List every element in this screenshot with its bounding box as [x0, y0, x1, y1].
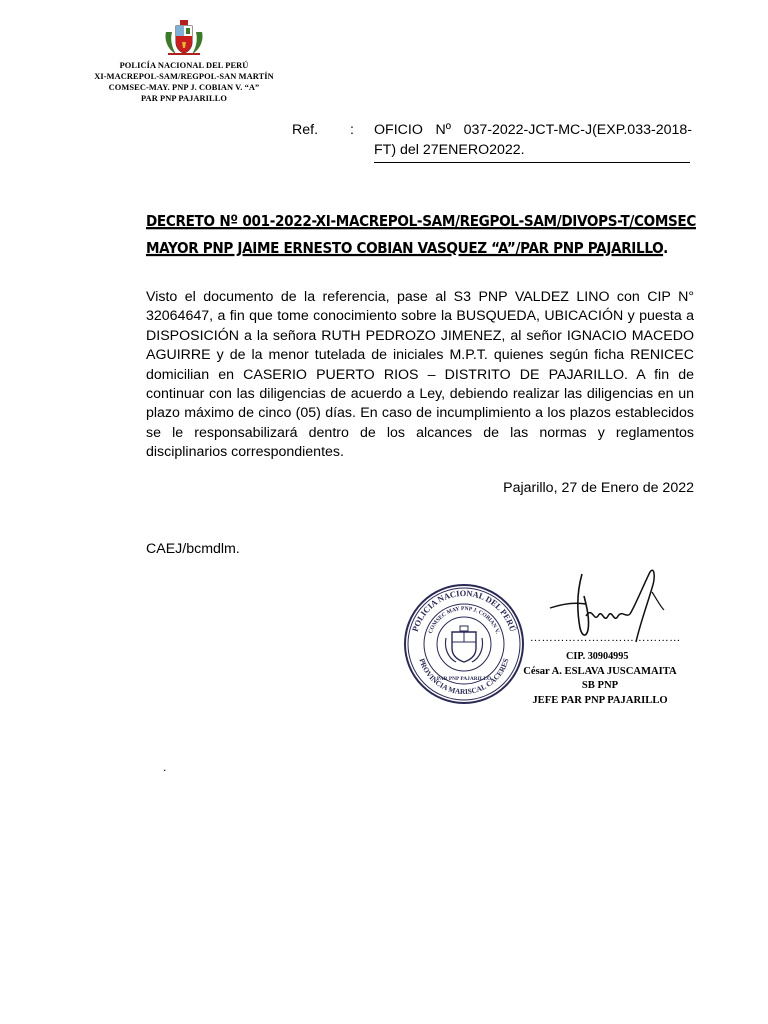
- signatory-rank: SB PNP: [581, 680, 619, 691]
- header-comsec: COMSEC-MAY. PNP J. COBIAN V. “A”: [108, 83, 260, 92]
- reference-colon: :: [350, 122, 354, 138]
- reference-label: Ref.: [292, 122, 319, 138]
- header-post: PAR PNP PAJARILLO: [140, 94, 228, 103]
- decree-body: Visto el documento de la referencia, pase al S3 PNP VALDEZ LINO con CIP N° 32064647, a fin que tome conocimiento sobre la BUSQUEDA, UBICACIÓN y puesta a DISPOSICIÓN a la señora RUTH PEDROZO JIMENEZ, al señor IGNACIO MACEDO AGUIRRE y de la menor tutelada de iniciales M.P.T. quienes según ficha RENICEC domicilian en CASERIO PUERTO RIOS – DISTRITO DE PAJARILLO. A fin de continuar con las diligencias de acuerdo a Ley, debiendo realizar las diligencias en un plazo máximo de cinco (05) días. En caso de incumplimiento a los plazos establecidos se le responsabilizará dentro de los alcances de las normas y reglamentos disciplinarios correspondientes.: [146, 289, 694, 461]
- reference-underline: [374, 162, 690, 163]
- signature-dotted-line: …………………………………: [530, 632, 681, 644]
- peru-coat-of-arms-icon: [162, 18, 206, 58]
- signatory-name: César A. ESLAVA JUSCAMAITA: [523, 665, 677, 677]
- decree-title-text: DECRETO Nº 001-2022-XI-MACREPOL-SAM/REGPOL-SAM/DIVOPS-T/COMSEC MAYOR PNP JAIME ERNESTO COBIAN VASQUEZ “A”/PAR PNP PAJARILLO: [146, 212, 696, 258]
- svg-text:COMSEC MAY PNP J. COBIAN V.: COMSEC MAY PNP J. COBIAN V.: [427, 605, 501, 635]
- svg-text:POLICIA NACIONAL DEL PERÚ: POLICIA NACIONAL DEL PERÚ: [410, 588, 518, 633]
- decree-title-end: .: [663, 239, 668, 258]
- signatory-position: JEFE PAR PNP PAJARILLO: [532, 694, 668, 706]
- svg-text:PAR PNP PAJARILLO: PAR PNP PAJARILLO: [436, 676, 492, 682]
- date-line: Pajarillo, 27 de Enero de 2022: [503, 480, 694, 496]
- letterhead: [84, 18, 284, 104]
- header-institution: POLICÍA NACIONAL DEL PERÚ: [119, 61, 249, 70]
- reference-text: OFICIO Nº 037-2022-JCT-MC-J(EXP.033-2018-FT) del 27ENERO2022.: [374, 122, 692, 158]
- typist-initials: CAEJ/bcmdlm.: [146, 541, 240, 557]
- signature-cip: CIP. 30904995: [566, 651, 629, 662]
- svg-text:PROVINCIA MARISCAL CACERES: PROVINCIA MARISCAL CACERES: [417, 657, 511, 697]
- signature-block: [500, 650, 700, 708]
- header-region: XI-MACREPOL-SAM/REGPOL-SAN MARTÍN: [94, 72, 274, 81]
- decree-title: [146, 208, 696, 262]
- stray-mark: .: [163, 760, 167, 774]
